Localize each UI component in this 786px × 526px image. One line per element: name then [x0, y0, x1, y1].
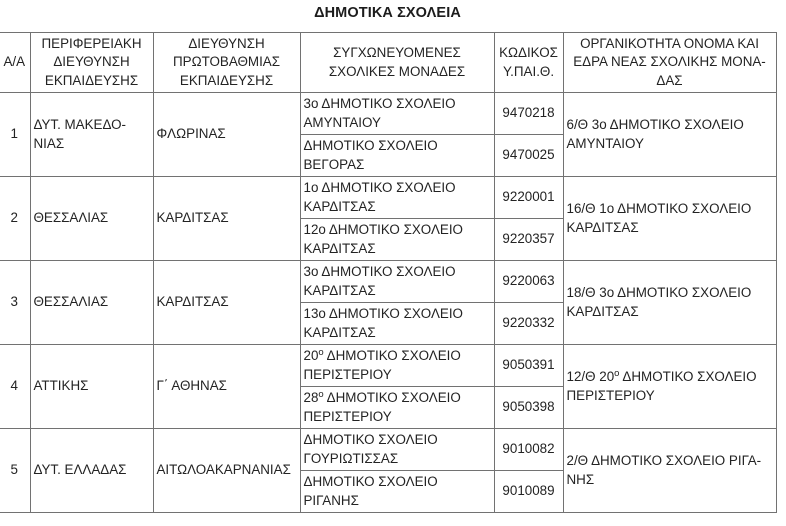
merged-school: $20^o$ ΔΗΜΟΤΙΚΟ ΣΧΟΛΕΙΟ ΠΕΡΙΣΤΕΡΙΟΥ [300, 345, 494, 387]
new-school: 12/Θ $20^o$ ΔΗΜΟΤΙΚΟ ΣΧΟΛΕΙΟ ΠΕΡΙΣΤΕΡΙΟΥ [563, 345, 776, 429]
header-primary-directorate: ΔΙΕΥΘΥΝΣΗ ΠΡΩΤΟΒΑΘΜΙΑΣ ΕΚΠΑΙΔΕΥΣΗΣ [153, 33, 300, 93]
regional-directorate: ΔΥΤ. ΜΑΚΕΔΟ- ΝΙΑΣ [30, 93, 153, 177]
new-school: 18/Θ 3ο ΔΗΜΟΤΙΚΟ ΣΧΟΛΕΙΟ ΚΑΡΔΙΤΣΑΣ [563, 261, 776, 345]
regional-directorate: ΘΕΣΣΑΛΙΑΣ [30, 177, 153, 261]
school-code: 9220332 [494, 303, 563, 345]
header-merged-schools: ΣΥΓΧΩΝΕΥΟΜΕΝΕΣ ΣΧΟΛΙΚΕΣ ΜΟΝΑΔΕΣ [300, 33, 494, 93]
merged-school: $28^o$ ΔΗΜΟΤΙΚΟ ΣΧΟΛΕΙΟ ΠΕΡΙΣΤΕΡΙΟΥ [300, 387, 494, 429]
primary-directorate: ΑΙΤΩΛΟΑΚΑΡΝΑΝΙΑΣ [153, 429, 300, 513]
school-code: 9470218 [494, 93, 563, 135]
primary-directorate: Γ΄ ΑΘΗΝΑΣ [153, 345, 300, 429]
row-number: 4 [0, 345, 30, 429]
header-code: ΚΩΔΙΚΟΣ Υ.ΠΑΙ.Θ. [494, 33, 563, 93]
table-row [0, 345, 776, 387]
merged-school: 1ο ΔΗΜΟΤΙΚΟ ΣΧΟΛΕΙΟ ΚΑΡΔΙΤΣΑΣ [300, 177, 494, 219]
school-code: 9050398 [494, 387, 563, 429]
school-code: 9010082 [494, 429, 563, 471]
row-number: 2 [0, 177, 30, 261]
row-number: 5 [0, 429, 30, 513]
header-new-school: ΟΡΓΑΝΙΚΟΤΗΤΑ ΟΝΟΜΑ ΚΑΙ ΕΔΡΑ ΝΕΑΣ ΣΧΟΛΙΚΗΣ ΜΟΝΑ- ΔΑΣ [563, 33, 776, 93]
primary-directorate: ΦΛΩΡΙΝΑΣ [153, 93, 300, 177]
primary-directorate: ΚΑΡΔΙΤΣΑΣ [153, 261, 300, 345]
merged-school: ΔΗΜΟΤΙΚΟ ΣΧΟΛΕΙΟ ΓΟΥΡΙΩΤΙΣΣΑΣ [300, 429, 494, 471]
document-title: ΔΗΜΟΤΙΚΑ ΣΧΟΛΕΙΑ [314, 5, 461, 21]
merged-school: 3ο ΔΗΜΟΤΙΚΟ ΣΧΟΛΕΙΟ ΚΑΡΔΙΤΣΑΣ [300, 261, 494, 303]
new-school: 16/Θ 1ο ΔΗΜΟΤΙΚΟ ΣΧΟΛΕΙΟ ΚΑΡΔΙΤΣΑΣ [563, 177, 776, 261]
merged-school: ΔΗΜΟΤΙΚΟ ΣΧΟΛΕΙΟ ΒΕΓΟΡΑΣ [300, 135, 494, 177]
school-code: 9050391 [494, 345, 563, 387]
merged-schools-table [0, 32, 777, 513]
school-code: 9470025 [494, 135, 563, 177]
school-code: 9010089 [494, 471, 563, 513]
row-number: 3 [0, 261, 30, 345]
new-school: 2/Θ ΔΗΜΟΤΙΚΟ ΣΧΟΛΕΙΟ ΡΙΓΑ- ΝΗΣ [563, 429, 776, 513]
header-regional-directorate: ΠΕΡΙΦΕΡΕΙΑΚΗ ΔΙΕΥΘΥΝΣΗ ΕΚΠΑΙΔΕΥΣΗΣ [30, 33, 153, 93]
school-code: 9220357 [494, 219, 563, 261]
regional-directorate: ΑΤΤΙΚΗΣ [30, 345, 153, 429]
merged-school: 3ο ΔΗΜΟΤΙΚΟ ΣΧΟΛΕΙΟ ΑΜΥΝΤΑΙΟΥ [300, 93, 494, 135]
new-school: 6/Θ 3ο ΔΗΜΟΤΙΚΟ ΣΧΟΛΕΙΟ ΑΜΥΝΤΑΙΟΥ [563, 93, 776, 177]
header-aa: Α/Α [0, 33, 30, 93]
regional-directorate: ΘΕΣΣΑΛΙΑΣ [30, 261, 153, 345]
table-row [0, 93, 776, 135]
merged-school: ΔΗΜΟΤΙΚΟ ΣΧΟΛΕΙΟ ΡΙΓΑΝΗΣ [300, 471, 494, 513]
merged-school: 13ο ΔΗΜΟΤΙΚΟ ΣΧΟΛΕΙΟ ΚΑΡΔΙΤΣΑΣ [300, 303, 494, 345]
primary-directorate: ΚΑΡΔΙΤΣΑΣ [153, 177, 300, 261]
school-code: 9220001 [494, 177, 563, 219]
school-code: 9220063 [494, 261, 563, 303]
table-row [0, 261, 776, 303]
table-row [0, 177, 776, 219]
row-number: 1 [0, 93, 30, 177]
table-header-row [0, 33, 776, 93]
regional-directorate: ΔΥΤ. ΕΛΛΑΔΑΣ [30, 429, 153, 513]
table-row [0, 429, 776, 471]
merged-school: 12ο ΔΗΜΟΤΙΚΟ ΣΧΟΛΕΙΟ ΚΑΡΔΙΤΣΑΣ [300, 219, 494, 261]
